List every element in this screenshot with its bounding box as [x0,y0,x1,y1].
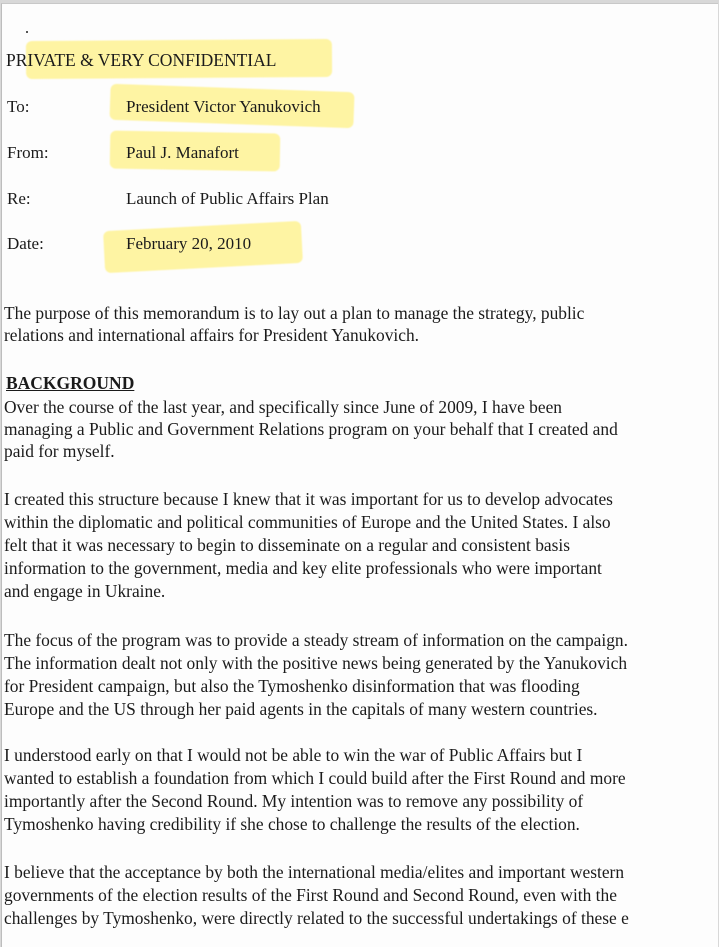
background-heading: BACKGROUND [6,373,135,393]
paragraph-line: governments of the election results of the First Round and Second Round, even with the [4,885,617,905]
paragraph-line: Over the course of the last year, and specifically since June of 2009, I have been [4,397,563,417]
paragraph-line: I created this structure because I knew that it was important for us to develop advocates [4,489,613,509]
paragraph-line: importantly after the Second Round. My intention was to remove any possibility of [4,791,584,811]
paragraph-line: The focus of the program was to provide a steady stream of information on the campaign. [4,630,628,650]
scan-speck [26,31,28,33]
paragraph-line: within the diplomatic and political communities of Europe and the United States. I also [4,512,611,532]
from-label: From: [7,143,49,162]
paragraph-line: for President campaign, but also the Tymoshenko disinformation that was flooding [4,676,580,696]
date-value: February 20, 2010 [126,234,252,253]
paragraph-line: paid for myself. [4,441,115,461]
paragraph-line: felt that it was necessary to begin to disseminate on a regular and consistent basis [4,535,571,555]
paragraph-line: wanted to establish a foundation from which I could build after the First Round and more [4,768,626,788]
classification-text: PRIVATE & VERY CONFIDENTIAL [6,50,277,70]
re-label: Re: [7,189,31,208]
paragraph-line: information to the government, media and key elite professionals who were important [4,558,602,578]
paragraph-line: and engage in Ukraine. [4,581,166,601]
paragraph-line: I believe that the acceptance by both the international media/elites and important western [4,862,625,882]
paragraph-line: challenges by Tymoshenko, were directly related to the successful undertakings of these e [4,908,629,928]
memo-page [1,3,718,947]
paragraph-line: Europe and the US through her paid agents in the capitals of many western countries. [4,699,598,719]
date-label: Date: [7,234,44,253]
paragraph-line: managing a Public and Government Relations program on your behalf that I created and [4,419,618,439]
to-label: To: [7,97,30,116]
paragraph-line: The information dealt not only with the positive news being generated by the Yanukovich [4,653,628,673]
purpose-line: relations and international affairs for President Yanukovich. [4,325,420,345]
paragraph-line: Tymoshenko having credibility if she chose to challenge the results of the election. [4,814,580,834]
paragraph-line: I understood early on that I would not be able to win the war of Public Affairs but I [4,745,583,765]
purpose-line: The purpose of this memorandum is to lay out a plan to manage the strategy, public [4,303,585,323]
from-value: Paul J. Manafort [126,143,239,162]
re-value: Launch of Public Affairs Plan [126,189,329,208]
to-value: President Victor Yanukovich [126,97,321,116]
